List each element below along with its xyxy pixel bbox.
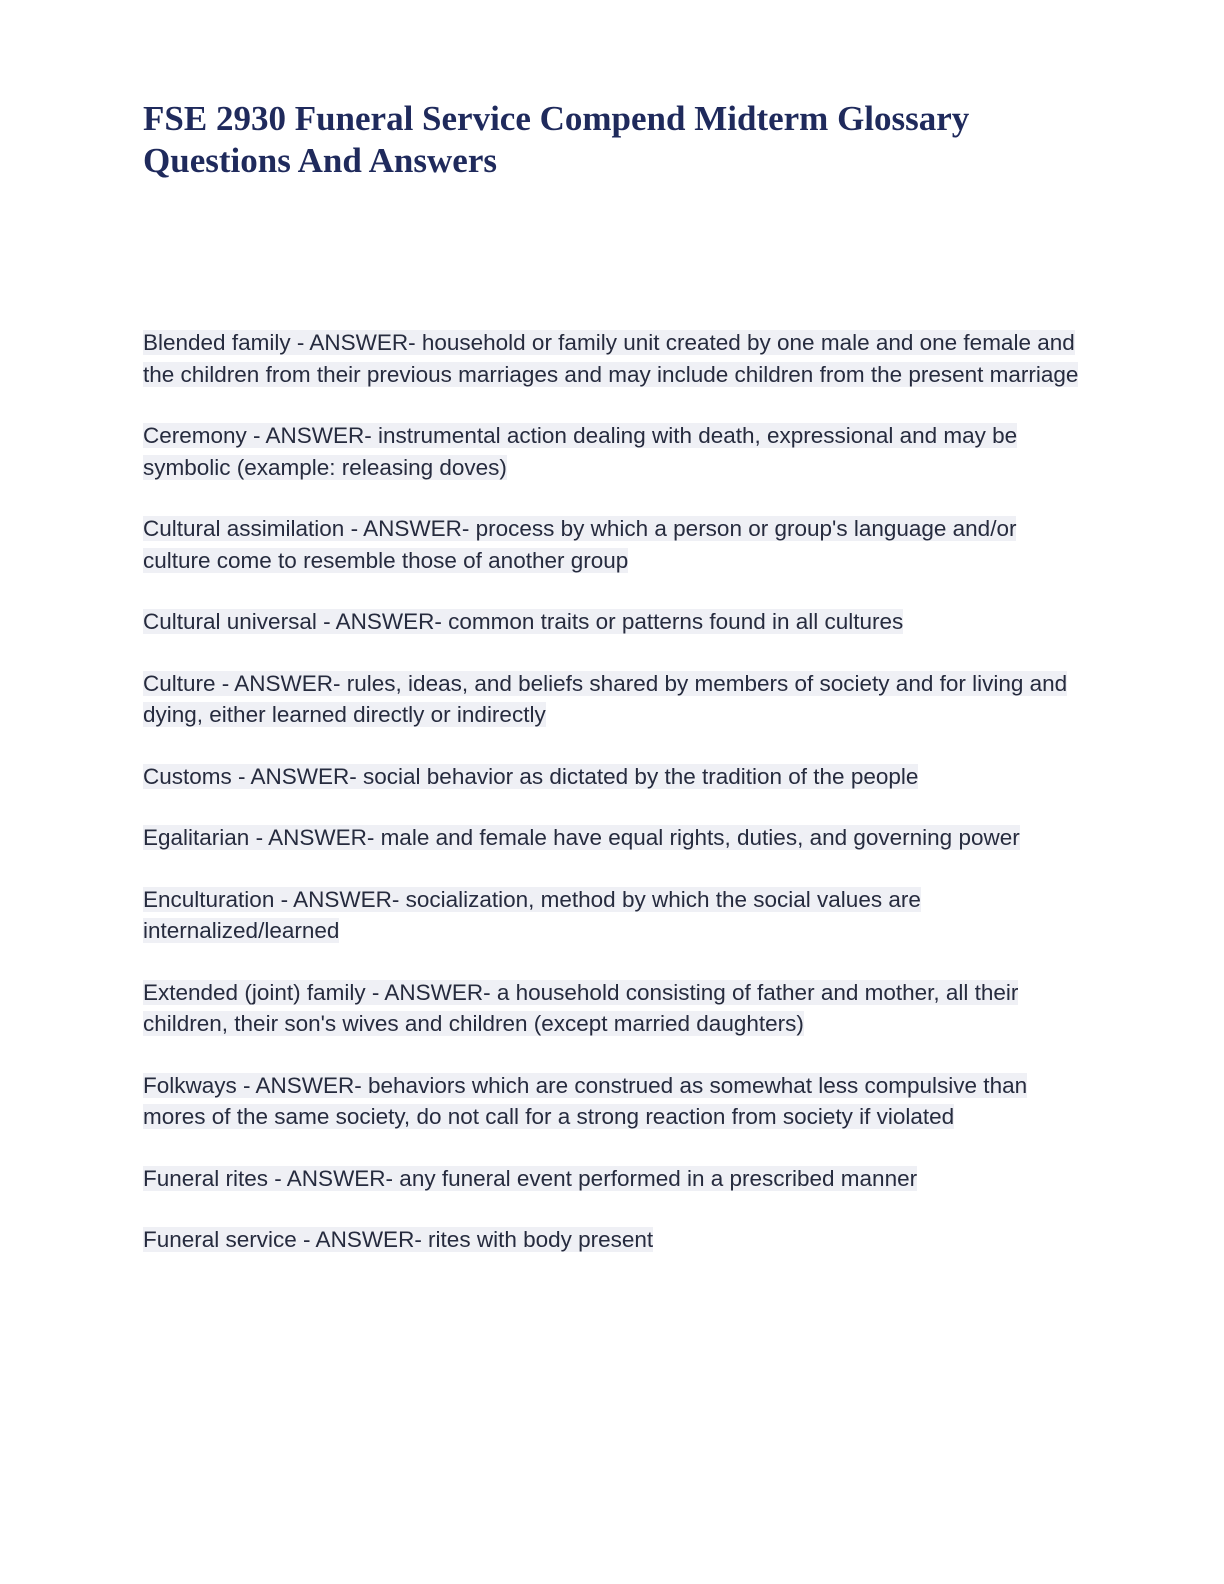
glossary-entry-text: Culture - ANSWER- rules, ideas, and beliefs shared by members of society and for living and dying, either learned directly or indirectly [143, 670, 1068, 727]
glossary-entry [143, 513, 1083, 576]
document-title: FSE 2930 Funeral Service Compend Midterm Glossary Questions And Answers [143, 99, 970, 180]
glossary-entry-text: Egalitarian - ANSWER- male and female have equal rights, duties, and governing power [143, 825, 1020, 850]
glossary-entry [143, 1163, 1083, 1195]
glossary-entry [143, 1070, 1083, 1133]
glossary-entry [143, 668, 1083, 731]
glossary-entry [143, 327, 1083, 390]
glossary-entry-text: Blended family - ANSWER- household or family unit created by one male and one female and the children from their previous marriages and may include children from the present marriage [143, 330, 1079, 387]
glossary-entry [143, 977, 1083, 1040]
glossary-list [143, 327, 1083, 1286]
glossary-entry [143, 822, 1083, 854]
glossary-entry-text: Ceremony - ANSWER- instrumental action dealing with death, expressional and may be symbolic (example: releasing doves) [143, 423, 1018, 480]
glossary-entry-text: Customs - ANSWER- social behavior as dictated by the tradition of the people [143, 763, 919, 789]
glossary-entry [143, 761, 1083, 793]
glossary-entry-text: Extended (joint) family - ANSWER- a household consisting of father and mother, all their children, their son's wives and children (except married daughters) [143, 979, 1019, 1036]
glossary-entry-text: Cultural assimilation - ANSWER- process by which a person or group's language and/or culture come to resemble those of another group [143, 516, 1017, 573]
glossary-entry-text: Folkways - ANSWER- behaviors which are construed as somewhat less compulsive than mores of the same society, do not call for a strong reaction from society if violated [143, 1072, 1028, 1129]
glossary-entry-text: Funeral rites - ANSWER- any funeral event performed in a prescribed manner [143, 1165, 918, 1191]
glossary-entry [143, 1224, 1083, 1256]
glossary-entry [143, 884, 1083, 947]
glossary-entry [143, 420, 1083, 483]
glossary-entry-text: Cultural universal - ANSWER- common traits or patterns found in all cultures [143, 609, 904, 634]
glossary-entry [143, 606, 1083, 638]
glossary-entry-text: Funeral service - ANSWER- rites with body present [143, 1227, 654, 1252]
glossary-entry-text: Enculturation - ANSWER- socialization, method by which the social values are internalized/learned [143, 886, 921, 943]
